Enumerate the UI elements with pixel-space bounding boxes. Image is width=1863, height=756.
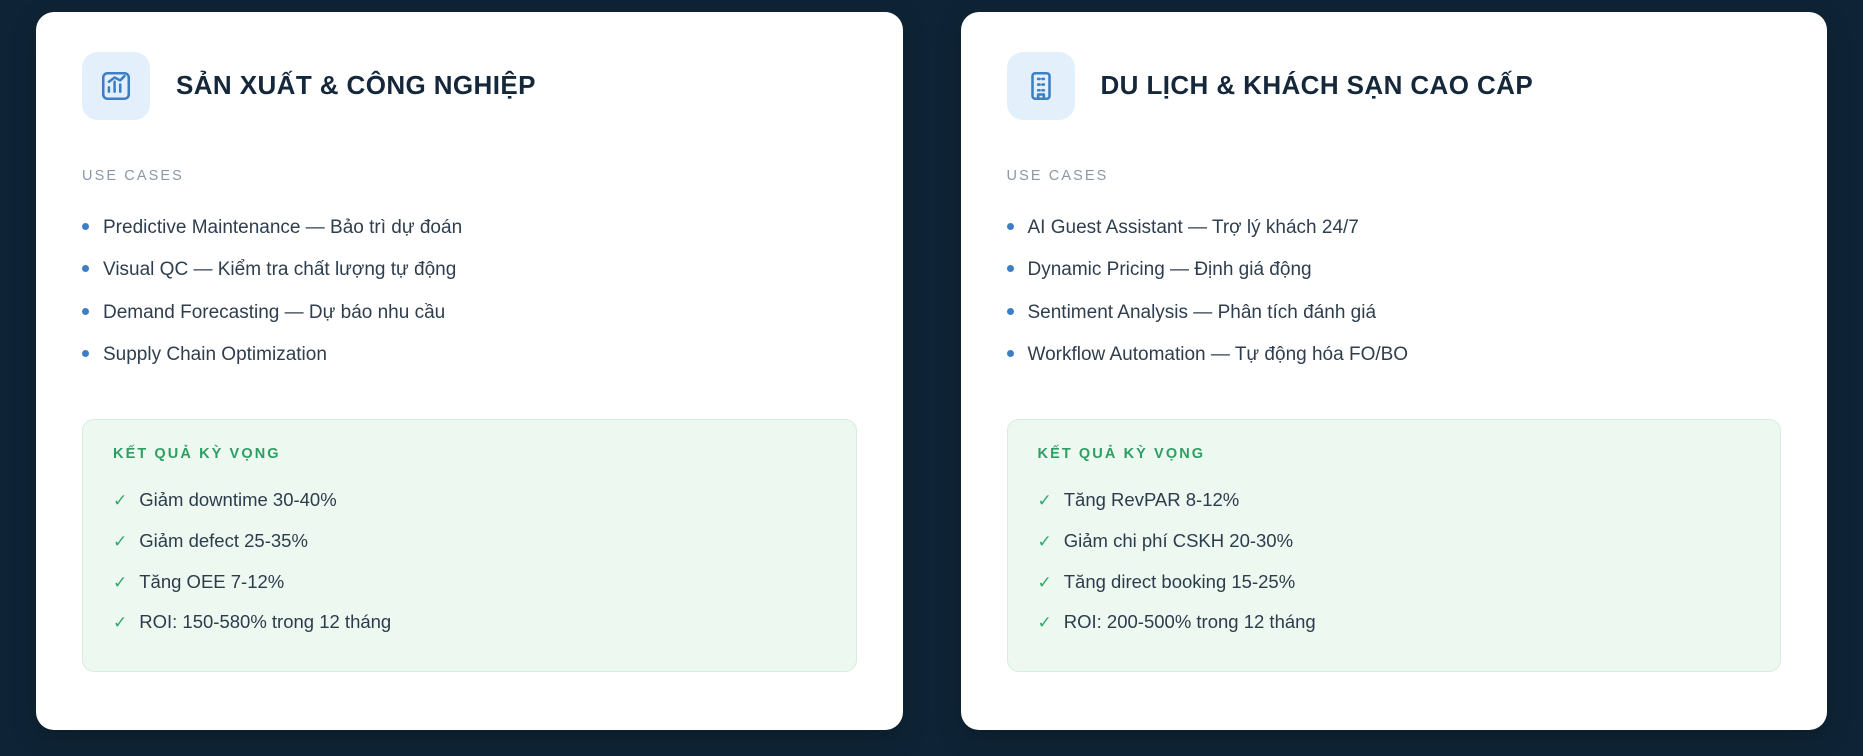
list-item — [1007, 206, 1782, 249]
bullet-dot-icon — [1007, 350, 1014, 357]
list-item-label: Tăng RevPAR 8-12% — [1063, 488, 1240, 510]
factory-chart-icon — [82, 52, 150, 120]
hotel-building-icon — [1007, 52, 1075, 120]
list-item — [1007, 291, 1782, 334]
industry-card-hospitality — [961, 12, 1828, 730]
bullet-dot-icon — [82, 308, 89, 315]
list-item-label: Predictive Maintenance — Bảo trì dự đoán — [103, 216, 463, 238]
page-title: DU LỊCH & KHÁCH SẠN CAO CẤP — [1100, 70, 1534, 101]
use-case-list — [82, 206, 857, 377]
list-item-label: Dynamic Pricing — Định giá động — [1027, 259, 1312, 281]
bullet-dot-icon — [82, 223, 89, 230]
list-item — [1038, 602, 1751, 643]
check-icon: ✓ — [1037, 572, 1052, 592]
list-item — [82, 206, 857, 249]
list-item-label: Giảm downtime 30-40% — [139, 488, 337, 510]
list-item — [113, 562, 826, 603]
use-cases-label: USE CASES — [82, 168, 184, 184]
check-icon: ✓ — [1037, 490, 1052, 510]
expected-results-list — [113, 480, 826, 644]
bullet-dot-icon — [82, 265, 89, 272]
expected-results-list — [1038, 480, 1751, 644]
use-cases-label: USE CASES — [1006, 168, 1109, 184]
check-icon: ✓ — [113, 613, 128, 633]
list-item — [82, 334, 857, 377]
use-case-list — [1007, 206, 1782, 377]
list-item-label: Sentiment Analysis — Phân tích đánh giá — [1027, 301, 1377, 323]
list-item-label: Giảm defect 25-35% — [139, 529, 308, 551]
list-item-label: Tăng OEE 7-12% — [139, 570, 285, 592]
list-item — [113, 521, 826, 562]
list-item-label: ROI: 200-500% trong 12 tháng — [1063, 611, 1316, 633]
list-item — [1038, 480, 1751, 521]
check-icon: ✓ — [1037, 531, 1052, 551]
list-item — [113, 480, 826, 521]
check-icon: ✓ — [113, 531, 128, 551]
check-icon: ✓ — [113, 572, 128, 592]
expected-results-box — [82, 419, 857, 673]
bullet-dot-icon — [82, 350, 89, 357]
list-item-label: Visual QC — Kiểm tra chất lượng tự động — [103, 259, 457, 281]
list-item-label: ROI: 150-580% trong 12 tháng — [139, 611, 392, 633]
bullet-dot-icon — [1007, 223, 1014, 230]
card-header — [1007, 52, 1782, 120]
list-item — [82, 249, 857, 292]
list-item — [1038, 562, 1751, 603]
card-header — [82, 52, 857, 120]
list-item-label: AI Guest Assistant — Trợ lý khách 24/7 — [1027, 216, 1359, 238]
list-item — [1007, 249, 1782, 292]
list-item — [82, 291, 857, 334]
list-item-label: Tăng direct booking 15-25% — [1063, 570, 1296, 592]
list-item — [1007, 334, 1782, 377]
list-item — [1038, 521, 1751, 562]
industry-card-manufacturing — [36, 12, 903, 730]
list-item-label: Demand Forecasting — Dự báo nhu cầu — [103, 301, 446, 323]
list-item — [113, 602, 826, 643]
check-icon: ✓ — [1037, 613, 1052, 633]
list-item-label: Workflow Automation — Tự động hóa FO/BO — [1027, 344, 1409, 366]
check-icon: ✓ — [113, 490, 128, 510]
expected-results-label: KẾT QUẢ KỲ VỌNG — [113, 445, 281, 462]
expected-results-label: KẾT QUẢ KỲ VỌNG — [1037, 445, 1206, 462]
bullet-dot-icon — [1007, 265, 1014, 272]
page-title: SẢN XUẤT & CÔNG NGHIỆP — [176, 70, 536, 101]
bullet-dot-icon — [1007, 308, 1014, 315]
expected-results-box — [1007, 419, 1782, 673]
list-item-label: Supply Chain Optimization — [103, 344, 327, 366]
list-item-label: Giảm chi phí CSKH 20-30% — [1063, 529, 1294, 551]
